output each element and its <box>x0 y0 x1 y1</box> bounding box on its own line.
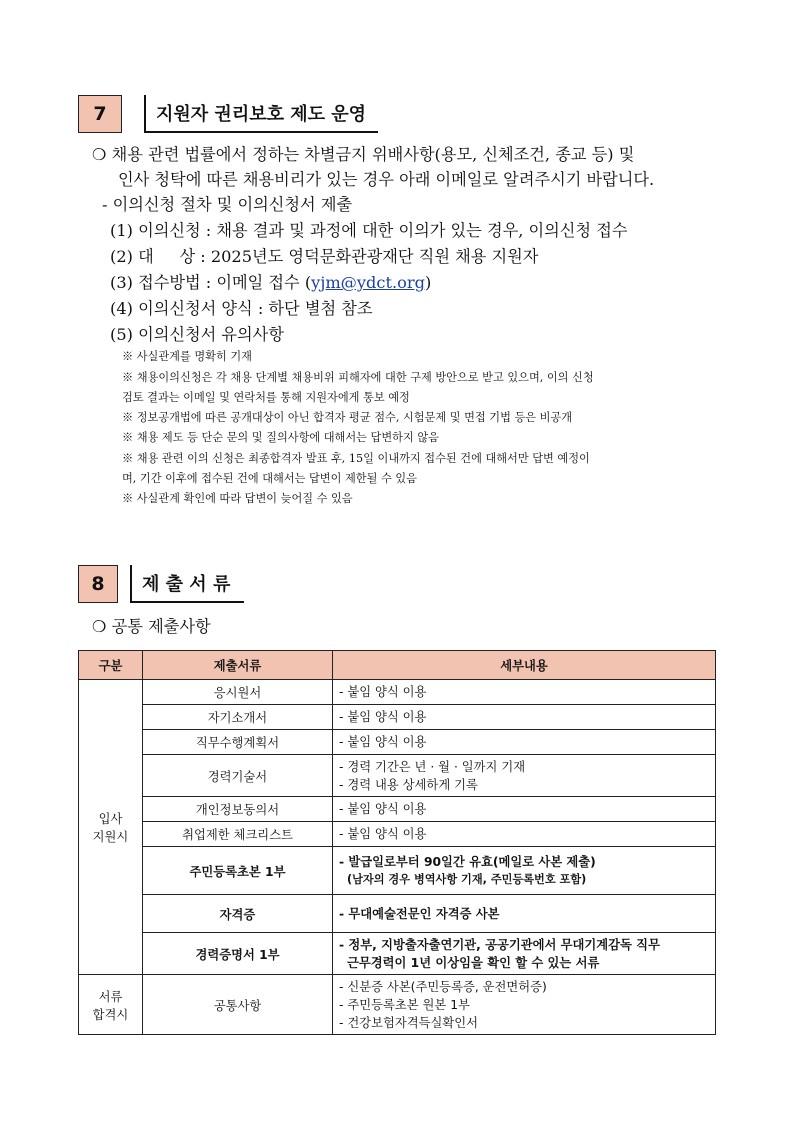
detail-line: - 건강보험자격득실확인서 <box>339 1015 479 1030</box>
table-row <box>79 895 716 933</box>
circle-bullet-icon: ❍ <box>92 617 107 636</box>
table-row <box>79 755 716 797</box>
document-name: 주민등록초본 1부 <box>143 847 333 895</box>
table-row <box>79 730 716 755</box>
objection-item-2: (2) 대 상 : 2025년도 영덕문화관광재단 직원 채용 지원자 <box>110 247 539 266</box>
document-detail <box>333 847 716 895</box>
category-label: 합격시 <box>92 1007 129 1022</box>
objection-sub-heading: - 이의신청 절차 및 이의신청서 제출 <box>102 195 353 214</box>
column-header: 세부내용 <box>333 651 716 680</box>
document-detail: - 붙임 양식 이용 <box>333 822 716 847</box>
category-label: 입사 <box>98 812 123 826</box>
detail-line: - 주민등록초본 원본 1부 <box>339 997 470 1012</box>
objection-email-link[interactable]: yjm@ydct.org <box>311 273 425 292</box>
detail-line: - 경력 기간은 년 · 월 · 일까지 기재 <box>339 759 526 774</box>
document-detail: - 붙임 양식 이용 <box>333 705 716 730</box>
document-name: 공통사항 <box>143 975 333 1035</box>
category-cell <box>79 680 143 975</box>
category-label: 지원시 <box>92 830 129 844</box>
circle-bullet-icon: ❍ <box>92 145 107 164</box>
note-line: ※ 채용이의신청은 각 채용 단계별 채용비위 피해자에 대한 구제 방안으로 받고 있으며, 이의 신청 <box>122 371 594 384</box>
document-name: 취업제한 체크리스트 <box>143 822 333 847</box>
table-row <box>79 975 716 1035</box>
document-detail: - 붙임 양식 이용 <box>333 680 716 705</box>
table-row <box>79 705 716 730</box>
note-line: ※ 채용 관련 이의 신청은 최종합격자 발표 후, 15일 이내까지 접수된 건에 대해서만 답변 예정이 <box>122 452 590 465</box>
table-header-row <box>79 651 716 680</box>
column-header: 구분 <box>79 651 143 680</box>
table-row <box>79 680 716 705</box>
note-line: ※ 사실관계를 명확히 기재 <box>122 350 252 363</box>
objection-item-3-close: ) <box>424 273 432 292</box>
table-row <box>79 847 716 895</box>
document-detail: - 붙임 양식 이용 <box>333 730 716 755</box>
category-label: 서류 <box>98 989 123 1004</box>
submission-documents-table <box>78 650 716 1035</box>
section-title: 지원자 권리보호 제도 운영 <box>144 95 378 133</box>
intro-paragraph <box>92 144 634 166</box>
table-row <box>79 822 716 847</box>
note-line: ※ 사실관계 확인에 따라 답변이 늦어질 수 있음 <box>122 492 353 505</box>
intro-line-2: 인사 청탁에 따른 채용비리가 있는 경우 아래 이메일로 알려주시기 바랍니다. <box>118 170 655 189</box>
detail-line: - 발급일로부터 90일간 유효(메일로 사본 제출) <box>339 854 596 869</box>
document-name: 직무수행계획서 <box>143 730 333 755</box>
section-number-badge: 8 <box>78 565 118 603</box>
detail-line: - 신분증 사본(주민등록증, 운전면허증) <box>339 979 547 994</box>
column-header: 제출서류 <box>143 651 333 680</box>
common-docs-subtitle-text: 공통 제출사항 <box>111 617 211 636</box>
objection-item-3 <box>110 272 431 294</box>
objection-item-1: (1) 이의신청 : 채용 결과 및 과정에 대한 이의가 있는 경우, 이의신청 접수 <box>110 221 628 240</box>
document-name: 자기소개서 <box>143 705 333 730</box>
intro-line-1: 채용 관련 법률에서 정하는 차별금지 위배사항(용모, 신체조건, 종교 등) 및 <box>111 145 635 164</box>
objection-item-4: (4) 이의신청서 양식 : 하단 별첨 참조 <box>110 299 373 318</box>
document-name: 자격증 <box>143 895 333 933</box>
section-number-badge: 7 <box>78 95 122 133</box>
document-name: 응시원서 <box>143 680 333 705</box>
detail-line: (남자의 경우 병역사항 기재, 주민등록번호 포함) <box>347 872 587 886</box>
category-cell <box>79 975 143 1035</box>
table-row <box>79 797 716 822</box>
common-docs-subtitle <box>92 616 211 638</box>
document-detail <box>333 975 716 1035</box>
objection-item-3-label: (3) 접수방법 : 이메일 접수 ( <box>110 273 312 292</box>
note-line: 검토 결과는 이메일 및 연락처를 통해 지원자에게 통보 예정 <box>122 391 410 404</box>
document-detail <box>333 755 716 797</box>
note-line: 며, 기간 이후에 접수된 건에 대해서는 답변이 제한될 수 있음 <box>122 472 417 485</box>
document-name: 개인정보동의서 <box>143 797 333 822</box>
note-line: ※ 채용 제도 등 단순 문의 및 질의사항에 대해서는 답변하지 않음 <box>122 431 439 444</box>
table-row <box>79 933 716 975</box>
objection-item-5: (5) 이의신청서 유의사항 <box>110 325 284 344</box>
document-detail: - 붙임 양식 이용 <box>333 797 716 822</box>
document-name: 경력기술서 <box>143 755 333 797</box>
document-detail: - 무대예술전문인 자격증 사본 <box>333 895 716 933</box>
document-detail <box>333 933 716 975</box>
section-title: 제 출 서 류 <box>130 565 244 603</box>
document-name: 경력증명서 1부 <box>143 933 333 975</box>
note-line: ※ 정보공개법에 따른 공개대상이 아닌 합격자 평균 점수, 시험문제 및 면접 기법 등은 비공개 <box>122 411 573 424</box>
detail-line: - 정부, 지방출자출연기관, 공공기관에서 무대기계감독 직무 <box>339 937 660 952</box>
detail-line: - 경력 내용 상세하게 기록 <box>339 777 478 792</box>
detail-line: 근무경력이 1년 이상임을 확인 할 수 있는 서류 <box>347 955 600 970</box>
